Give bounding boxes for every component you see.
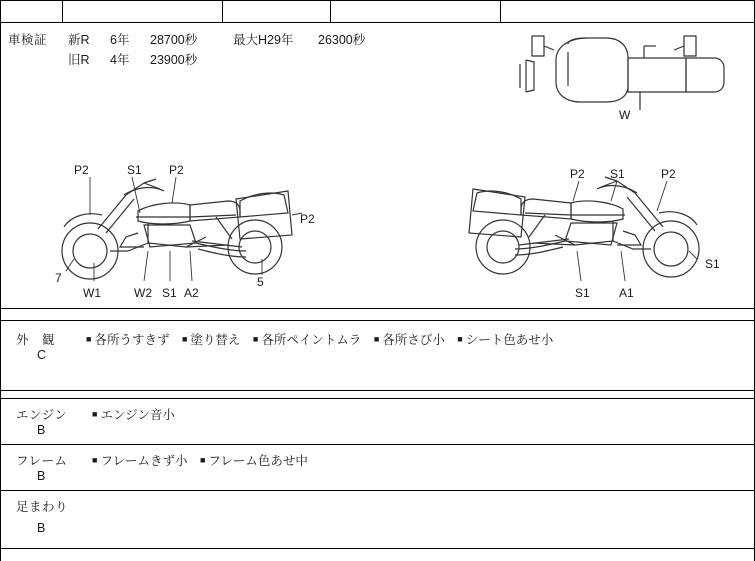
rule-diagram-bottom [0, 308, 755, 309]
left-label-s1-a: S1 [127, 163, 142, 177]
appearance-note-4-text: シート色あせ小 [465, 333, 554, 347]
shaken-label: 車検証 [8, 33, 48, 47]
rule-appearance-top [0, 320, 755, 321]
bullet-marker-icon: ■ [181, 334, 188, 344]
frame-notes [92, 451, 317, 469]
header-divider-3 [330, 0, 331, 22]
bullet-marker-icon: ■ [92, 455, 98, 465]
right-label-s1-a: S1 [610, 167, 625, 181]
appearance-note-3 [374, 333, 445, 347]
bullet-marker-icon: ■ [92, 409, 98, 419]
left-label-p2-a: P2 [74, 163, 89, 177]
rule-engine-top [0, 398, 755, 399]
bullet-marker-icon: ■ [373, 334, 380, 344]
appearance-grade: C [37, 348, 47, 362]
right-label-a1: A1 [619, 286, 634, 300]
rule-suspension-bottom [0, 548, 755, 549]
shaken-line1-a: 新R [68, 33, 90, 47]
front-view-label-w: W [619, 108, 631, 122]
appearance-note-2 [253, 333, 361, 347]
frame-note-1 [200, 454, 308, 468]
appearance-label: 外 観 [16, 333, 56, 347]
frame-label: フレーム [16, 454, 68, 468]
shaken-line1-b: 6年 [110, 33, 130, 47]
left-label-p2-c: P2 [300, 212, 315, 226]
appearance-note-3-text: 各所さび小 [382, 333, 445, 347]
header-divider-1 [62, 0, 63, 22]
frame-grade: B [37, 469, 46, 483]
appearance-note-0 [86, 333, 169, 347]
appearance-note-0-text: 各所うすきず [94, 333, 170, 347]
frame-note-0-text: フレームきず小 [100, 454, 188, 468]
front-view-diagram [510, 30, 730, 110]
engine-notes [92, 405, 184, 423]
suspension-grade: B [37, 521, 46, 535]
rule-top [0, 0, 755, 1]
shaken-line1-e: 26300秒 [318, 33, 366, 47]
suspension-label: 足まわり [16, 500, 69, 514]
bullet-marker-icon: ■ [199, 455, 206, 465]
bullet-marker-icon: ■ [86, 334, 92, 344]
engine-note-0 [92, 408, 175, 422]
frame-note-0 [92, 454, 187, 468]
right-label-s1-b: S1 [705, 257, 720, 271]
shaken-line2-b: 4年 [110, 53, 130, 67]
engine-note-0-text: エンジン音小 [100, 408, 175, 422]
appearance-note-1-text: 塗り替え [190, 333, 241, 347]
appearance-note-2-text: 各所ペイントムラ [261, 333, 362, 347]
left-label-w2: W2 [134, 286, 152, 300]
bullet-marker-icon: ■ [252, 334, 259, 344]
right-label-p2-a: P2 [570, 167, 585, 181]
rule-appearance-bottom [0, 390, 755, 391]
header-divider-2 [222, 0, 223, 22]
shaken-line1-c: 28700秒 [150, 33, 198, 47]
right-label-p2-b: P2 [661, 167, 676, 181]
sheet-border-left [0, 0, 1, 561]
left-label-7: 7 [55, 271, 62, 285]
left-label-5: 5 [257, 275, 264, 289]
appearance-note-4 [457, 333, 553, 347]
engine-grade: B [37, 423, 46, 437]
left-label-a2: A2 [184, 286, 199, 300]
shaken-line2-a: 旧R [68, 53, 90, 67]
rule-frame-bottom [0, 490, 755, 491]
left-label-p2-b: P2 [169, 163, 184, 177]
appearance-note-1 [182, 333, 240, 347]
rule-header-bottom [0, 22, 755, 23]
shaken-line1-d: 最大H29年 [233, 33, 294, 47]
right-label-s1-c: S1 [575, 286, 590, 300]
appearance-notes [86, 330, 562, 348]
bullet-marker-icon: ■ [457, 334, 463, 344]
left-label-w1: W1 [83, 286, 101, 300]
frame-note-1-text: フレーム色あせ中 [208, 454, 308, 468]
header-divider-4 [500, 0, 501, 22]
rule-engine-bottom [0, 444, 755, 445]
shaken-line2-c: 23900秒 [150, 53, 198, 67]
left-label-s1-b: S1 [162, 286, 177, 300]
engine-label: エンジン [16, 408, 68, 422]
